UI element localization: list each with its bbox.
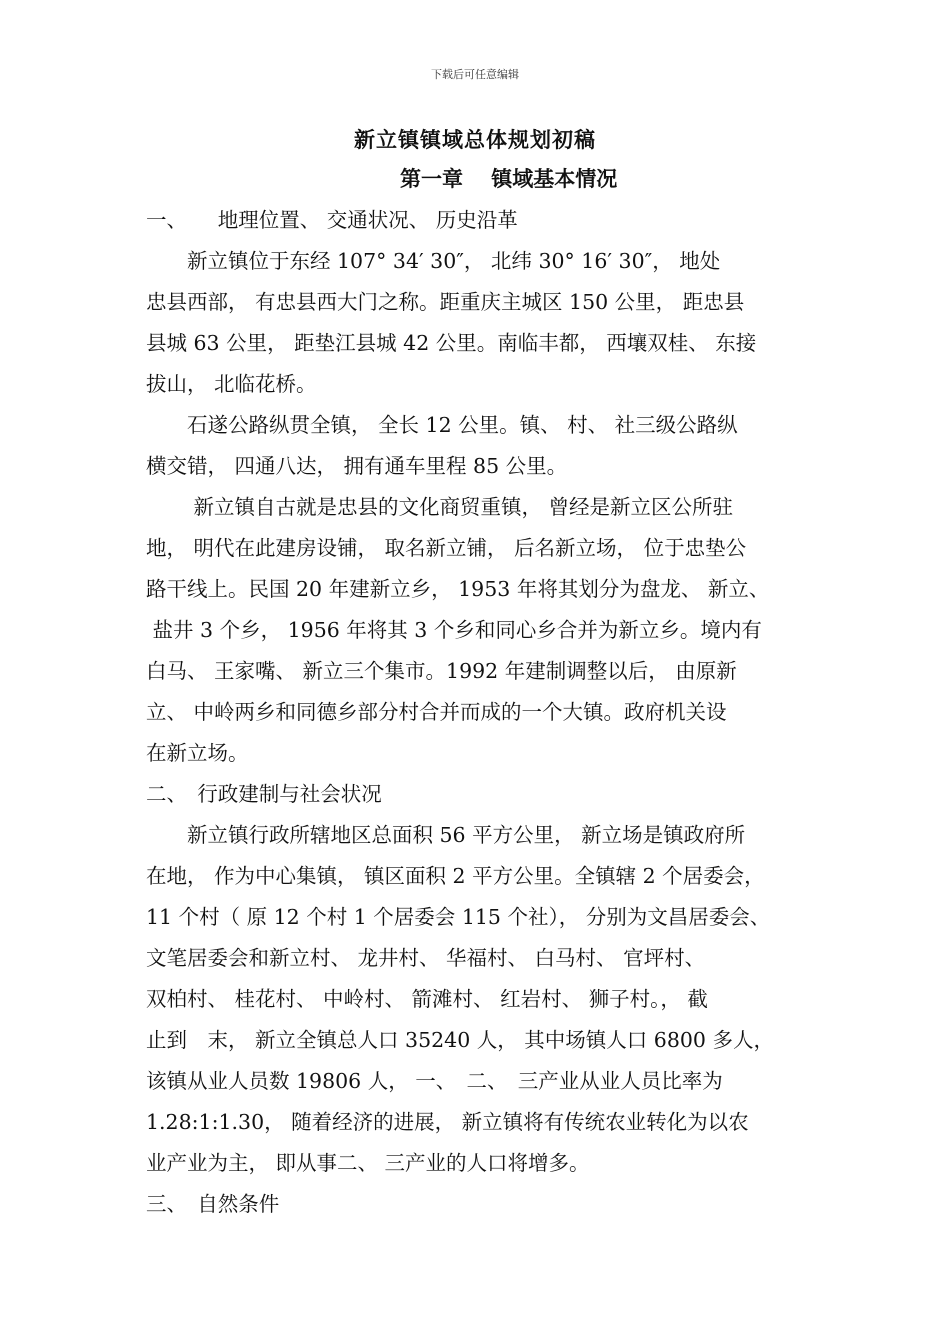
text-line: 横交错， 四通八达， 拥有通车里程 85 公里。	[146, 454, 568, 478]
body-text	[146, 200, 816, 1225]
text-line: 白马、 王家嘴、 新立三个集市。1992 年建制调整以后， 由原新	[146, 659, 737, 683]
header-note: 下载后可任意编辑	[431, 68, 519, 81]
text-line: 地， 明代在此建房设铺， 取名新立铺， 后名新立场， 位于忠垫公	[146, 536, 747, 560]
section-heading-3: 三、 自然条件	[146, 1192, 280, 1216]
text-line: 新立镇行政所辖地区总面积 56 平方公里， 新立场是镇政府所	[146, 823, 746, 847]
text-line: 石遂公路纵贯全镇， 全长 12 公里。镇、 村、 社三级公路纵	[146, 413, 738, 437]
text-line: 该镇从业人员数 19806 人， 一、 二、 三产业从业人员比率为	[146, 1069, 723, 1093]
document-title: 新立镇镇域总体规划初稿	[354, 127, 596, 152]
text-line: 在新立场。	[146, 741, 249, 765]
text-line: 立、 中岭两乡和同德乡部分村合并而成的一个大镇。政府机关设	[146, 700, 727, 724]
text-line: 拔山， 北临花桥。	[146, 372, 317, 396]
text-line: 文笔居委会和新立村、 龙井村、 华福村、 白马村、 官坪村、	[146, 946, 706, 970]
text-line: 11 个村（ 原 12 个村 1 个居委会 115 个社）， 分别为文昌居委会、	[146, 905, 771, 929]
text-line: 止到 末， 新立全镇总人口 35240 人， 其中场镇人口 6800 多人，	[146, 1028, 774, 1052]
section-heading-2: 二、 行政建制与社会状况	[146, 782, 382, 806]
text-line: 新立镇位于东经 107° 34′ 30″， 北纬 30° 16′ 30″， 地处	[146, 249, 721, 273]
chapter-title: 第一章 镇域基本情况	[400, 166, 618, 191]
text-line: 1.28:1:1.30， 随着经济的进展， 新立镇将有传统农业转化为以农	[146, 1110, 749, 1134]
text-line: 双柏村、 桂花村、 中岭村、 箭滩村、 红岩村、 狮子村。， 截	[146, 987, 708, 1011]
section-heading-1: 一、 地理位置、 交通状况、 历史沿革	[146, 208, 518, 232]
text-line: 县城 63 公里， 距垫江县城 42 公里。南临丰都， 西壤双桂、 东接	[146, 331, 757, 355]
text-line: 在地， 作为中心集镇， 镇区面积 2 平方公里。全镇辖 2 个居委会，	[146, 864, 765, 888]
text-line: 新立镇自古就是忠县的文化商贸重镇， 曾经是新立区公所驻	[146, 495, 734, 519]
text-line: 业产业为主， 即从事二、 三产业的人口将增多。	[146, 1151, 590, 1175]
text-line: 路干线上。民国 20 年建新立乡， 1953 年将其划分为盘龙、 新立、	[146, 577, 770, 601]
text-line: 忠县西部， 有忠县西大门之称。距重庆主城区 150 公里， 距忠县	[146, 290, 745, 314]
text-line: 盐井 3 个乡， 1956 年将其 3 个乡和同心乡合并为新立乡。境内有	[146, 618, 762, 642]
